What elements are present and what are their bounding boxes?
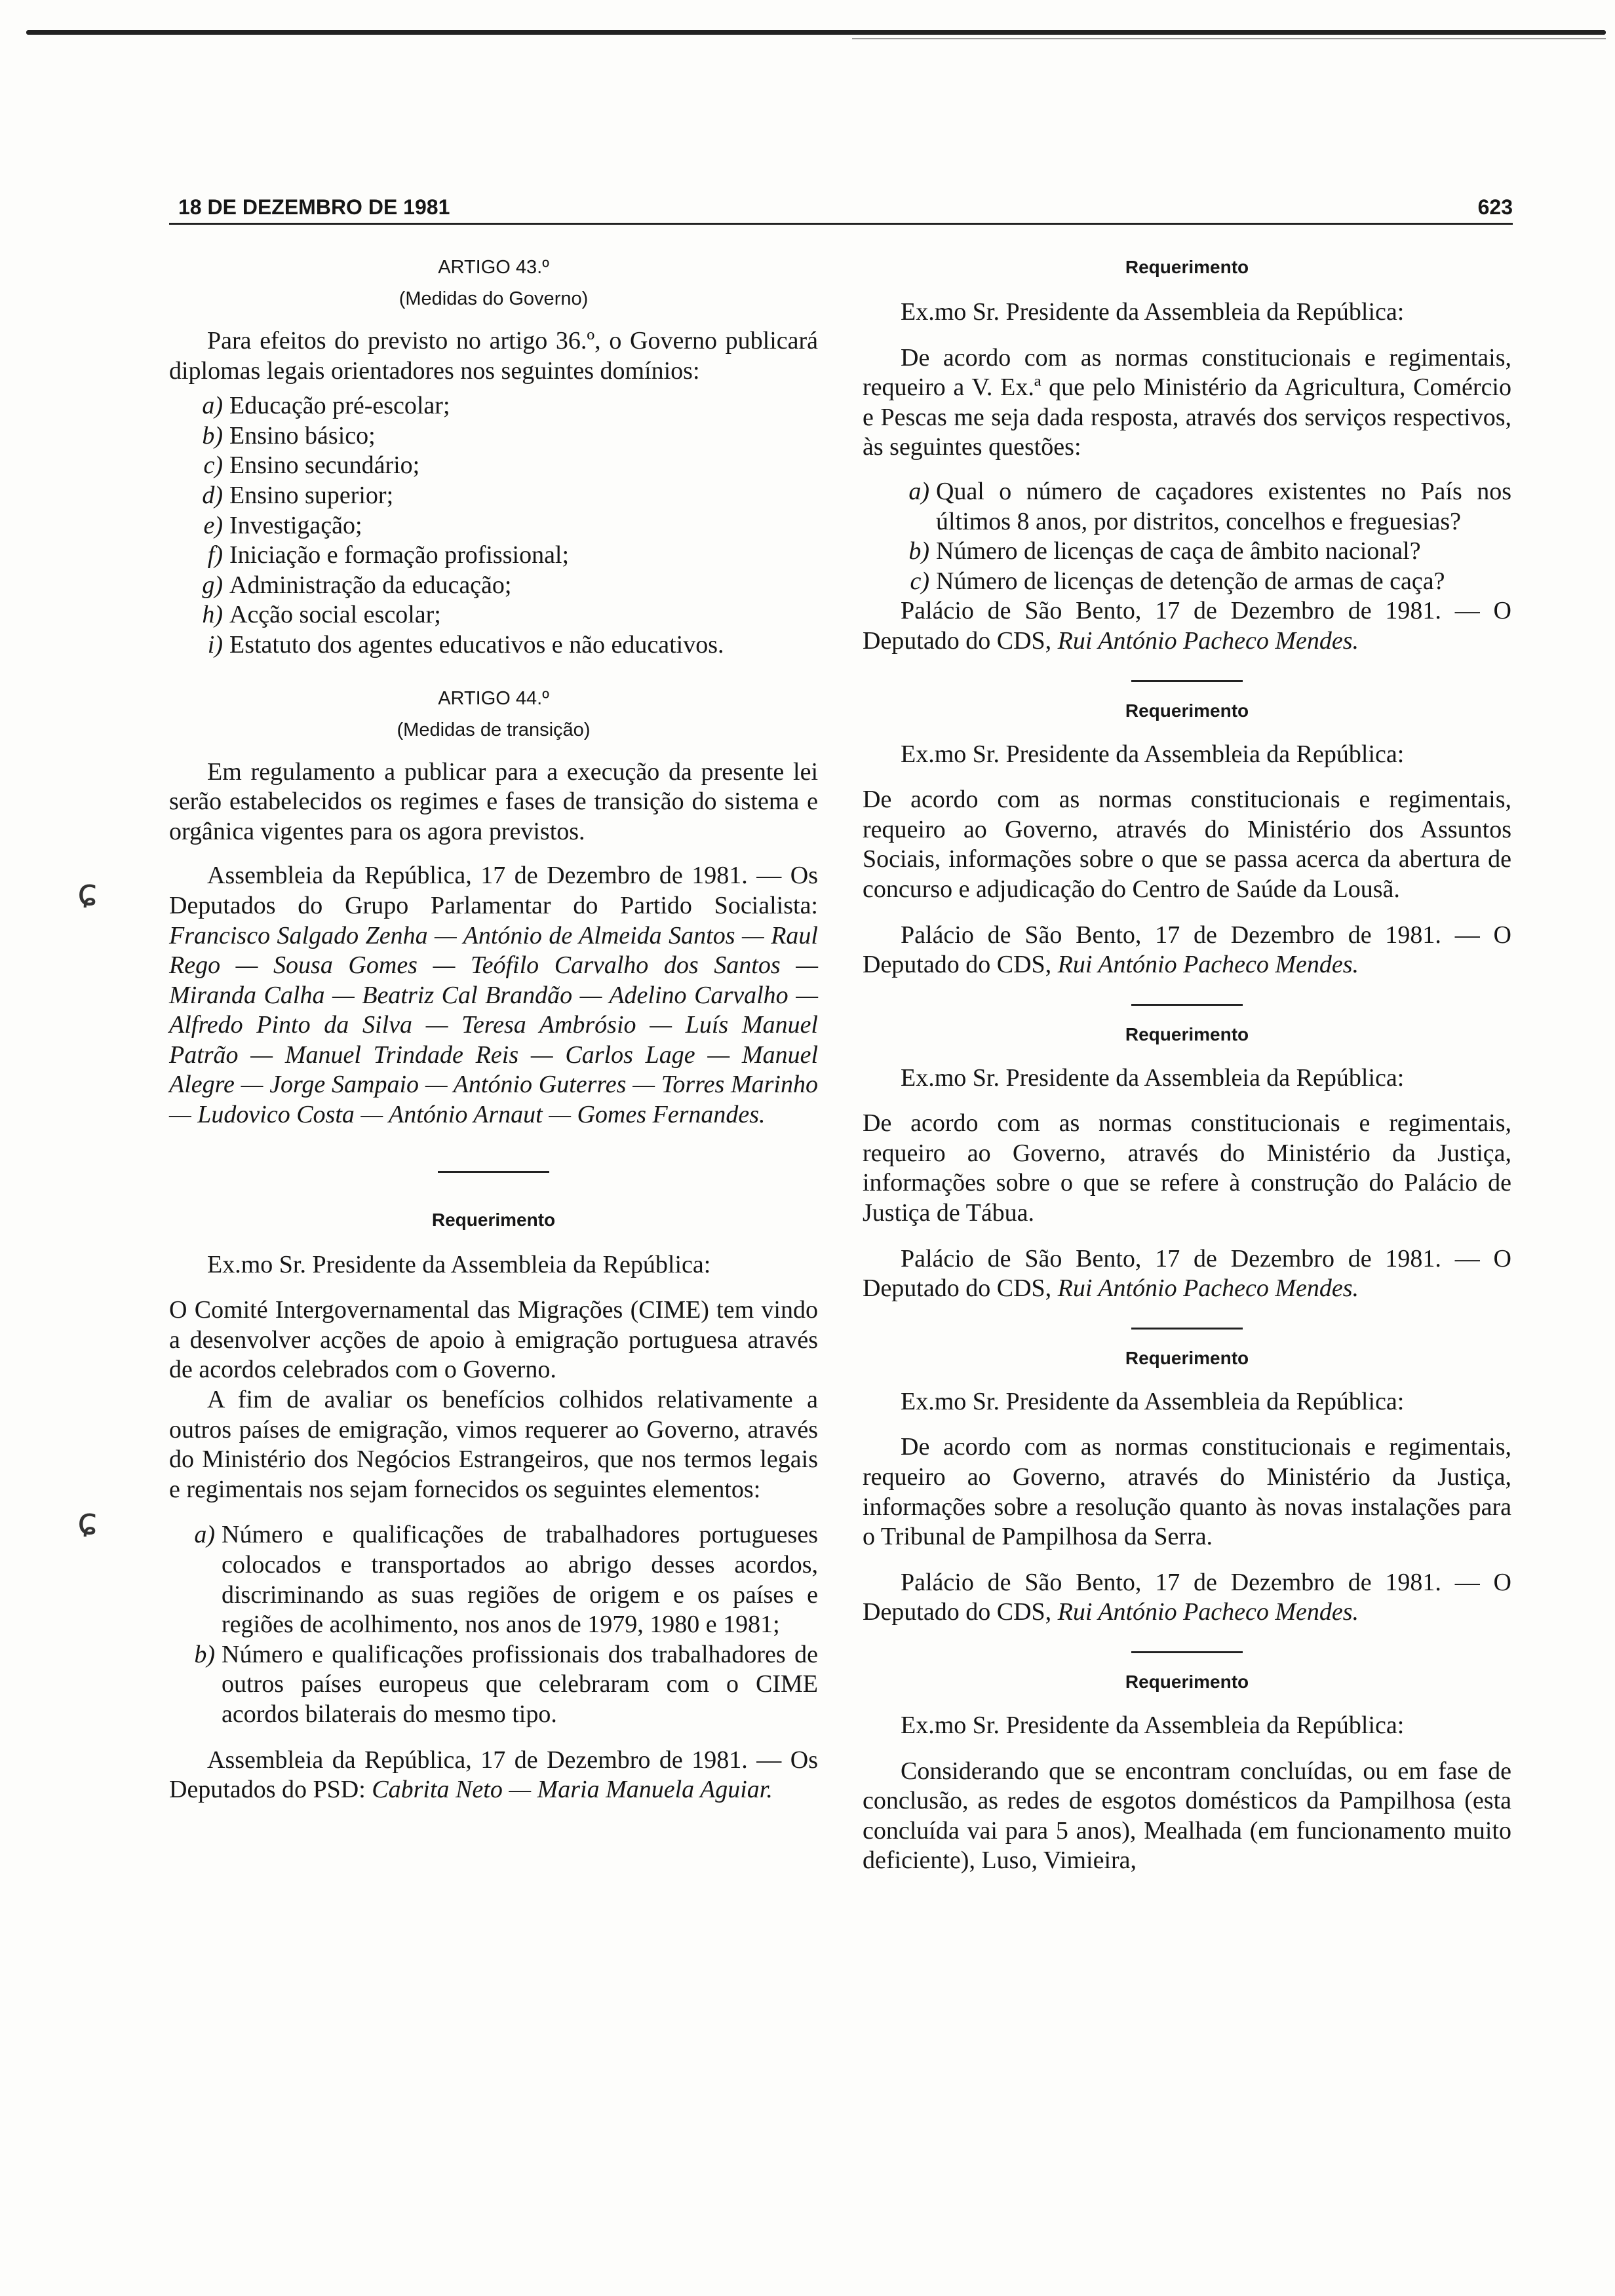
list-item: f) Iniciação e formação profissional; bbox=[207, 541, 570, 569]
list-item: h) Acção social escolar; bbox=[202, 601, 441, 629]
binding-hole-mark-icon: ɕ bbox=[77, 871, 98, 914]
article-44-subtitle: (Medidas de transição) bbox=[397, 719, 591, 740]
requerimento-signature: Assembleia da República, 17 de Dezembro de 1981. — Os Deputados do PSD: Cabrita Neto — Maria Manuela Aguiar. bbox=[169, 1746, 819, 1804]
requerimento-body: De acordo com as normas constitucionais e regimentais, requeiro ao Governo, através do Ministério da Justiça, informações sobre o que se refere à construção do Palácio de Justiça de Tábua. bbox=[863, 1109, 1511, 1227]
top-scan-rule bbox=[26, 30, 1606, 35]
list-item: e) Investigação; bbox=[203, 511, 362, 539]
requerimento-list bbox=[902, 477, 1511, 596]
requerimento-title: Requerimento bbox=[1125, 1672, 1249, 1692]
requerimento-signature: Palácio de São Bento, 17 de Dezembro de 1981. — O Deputado do CDS, Rui António Pacheco Mendes. bbox=[863, 597, 1512, 655]
list-item: d) Ensino superior; bbox=[202, 481, 394, 509]
list-item: b) Ensino básico; bbox=[202, 421, 376, 450]
requerimento-title: Requerimento bbox=[1125, 1347, 1249, 1368]
list-item: a) Número e qualificações de trabalhadores portugueses colocados e transportados ao abrigo desses acordos, discriminando as suas regiões de origem e os países e regiões de acolhimento, nos anos de 1979, 1980 e 1981; bbox=[194, 1521, 818, 1639]
right-column bbox=[863, 254, 1511, 1876]
article-43-intro: Para efeitos do previsto no artigo 36.º, o Governo publicará diplomas legais orientadores nos seguintes domínios: bbox=[169, 327, 818, 385]
binding-hole-mark-icon: ɕ bbox=[77, 1501, 98, 1543]
section-separator bbox=[1131, 1004, 1243, 1006]
list-item: c) Ensino secundário; bbox=[203, 451, 420, 480]
salutation: Ex.mo Sr. Presidente da Assembleia da República: bbox=[901, 1387, 1405, 1415]
requerimento-signature: Palácio de São Bento, 17 de Dezembro de 1981. — O Deputado do CDS, Rui António Pacheco Mendes. bbox=[863, 1568, 1512, 1626]
requerimento-title: Requerimento bbox=[1125, 1024, 1249, 1044]
requerimento-title: Requerimento bbox=[1125, 257, 1249, 277]
salutation: Ex.mo Sr. Presidente da Assembleia da República: bbox=[901, 1063, 1405, 1092]
requerimento-signature: Palácio de São Bento, 17 de Dezembro de 1981. — O Deputado do CDS, Rui António Pacheco Mendes. bbox=[863, 1244, 1512, 1303]
article-43-list bbox=[195, 391, 818, 660]
header-date: 18 DE DEZEMBRO DE 1981 bbox=[178, 195, 450, 219]
list-item: a) Educação pré-escolar; bbox=[202, 392, 450, 420]
article-44-body: Em regulamento a publicar para a execução da presente lei serão estabelecidos os regimes e fases de transição do sistema e orgânica vigentes para os agora previstos. bbox=[169, 757, 818, 845]
requerimento-paragraph: O Comité Intergovernamental das Migrações (CIME) tem vindo a desenvolver acções de apoio à emigração portuguesa através de acordos celebrados com o Governo. bbox=[169, 1296, 818, 1384]
page-number: 623 bbox=[1477, 195, 1513, 219]
article-44-title: ARTIGO 44.º bbox=[438, 687, 549, 709]
list-item: i) Estatuto dos agentes educativos e não educativos. bbox=[207, 630, 724, 659]
article-43-title: ARTIGO 43.º bbox=[438, 257, 549, 278]
section-separator bbox=[1131, 680, 1243, 682]
requerimento-title: Requerimento bbox=[1125, 700, 1249, 721]
article-43-subtitle: (Medidas do Governo) bbox=[399, 288, 589, 309]
section-separator bbox=[1131, 1328, 1243, 1330]
section-separator bbox=[438, 1171, 549, 1173]
article-44-signature: Assembleia da República, 17 de Dezembro de 1981. — Os Deputados do Grupo Parlamentar do Partido Socialista: Francisco Salgado Zenha — António de Almeida Santos — Raul Rego — Sousa Gomes — Teófilo Carvalho dos Santos — Miranda Calha — Beatriz Cal Brandão — Adelino Carvalho — Alfredo Pinto da Silva — Teresa Ambrósio — Luís Manuel Patrão — Manuel Trindade Reis — Carlos Lage — Manuel Alegre — Jorge Sampaio — António Guterres — Torres Marinho — Ludovico Costa — António Arnaut — Gomes Fernandes. bbox=[169, 862, 819, 1129]
requerimento-body: De acordo com as normas constitucionais e regimentais, requeiro ao Governo, através do Ministério da Justiça, informações sobre a resolução quanto às novas instalações para o Tribunal de Pampilhosa da Serra. bbox=[863, 1433, 1511, 1551]
salutation: Ex.mo Sr. Presidente da Assembleia da República: bbox=[901, 1712, 1405, 1739]
left-column bbox=[169, 254, 818, 1805]
requerimento-signature: Palácio de São Bento, 17 de Dezembro de 1981. — O Deputado do CDS, Rui António Pacheco Mendes. bbox=[863, 921, 1512, 979]
requerimento-body: Considerando que se encontram concluídas, ou em fase de conclusão, as redes de esgotos domésticos da Pampilhosa (esta concluída vai para 5 anos), Mealhada (em funcionamento muito deficiente), Luso, Vimieira, bbox=[863, 1757, 1511, 1875]
page-header bbox=[169, 195, 1513, 225]
requerimento-body: De acordo com as normas constitucionais e regimentais, requeiro a V. Ex.ª que pelo Ministério da Agricultura, Comércio e Pescas me seja dada resposta, através dos serviços respectivos, às seguintes questões: bbox=[863, 343, 1511, 461]
salutation: Ex.mo Sr. Presidente da Assembleia da República: bbox=[207, 1250, 711, 1278]
list-item: b) Número e qualificações profissionais dos trabalhadores de outros países europeus que celebraram com o CIME acordos bilaterais do mesmo tipo. bbox=[194, 1640, 818, 1728]
section-separator bbox=[1131, 1651, 1243, 1653]
requerimento-list bbox=[187, 1520, 818, 1729]
list-item: a) Qual o número de caçadores existentes no País nos últimos 8 anos, por distritos, concelhos e freguesias? bbox=[908, 477, 1511, 535]
top-scan-rule-thin bbox=[852, 38, 1606, 39]
requerimento-body: De acordo com as normas constitucionais e regimentais, requeiro ao Governo, através do Ministério dos Assuntos Sociais, informações sobre o que se passa acerca da abertura de concurso e adjudicação do Centro de Saúde da Lousã. bbox=[863, 786, 1511, 903]
salutation: Ex.mo Sr. Presidente da Assembleia da República: bbox=[901, 740, 1405, 768]
list-item: b) Número de licenças de caça de âmbito nacional? bbox=[908, 537, 1421, 565]
requerimento-title: Requerimento bbox=[431, 1209, 556, 1230]
requerimento-paragraph: A fim de avaliar os benefícios colhidos relativamente a outros países de emigração, vimos requerer ao Governo, através do Ministério dos Negócios Estrangeiros, que nos termos legais e regimentais nos sejam fornecidos os seguintes elementos: bbox=[169, 1386, 818, 1503]
salutation: Ex.mo Sr. Presidente da Assembleia da República: bbox=[901, 298, 1405, 326]
list-item: g) Administração da educação; bbox=[202, 571, 512, 599]
list-item: c) Número de licenças de detenção de armas de caça? bbox=[910, 567, 1445, 595]
